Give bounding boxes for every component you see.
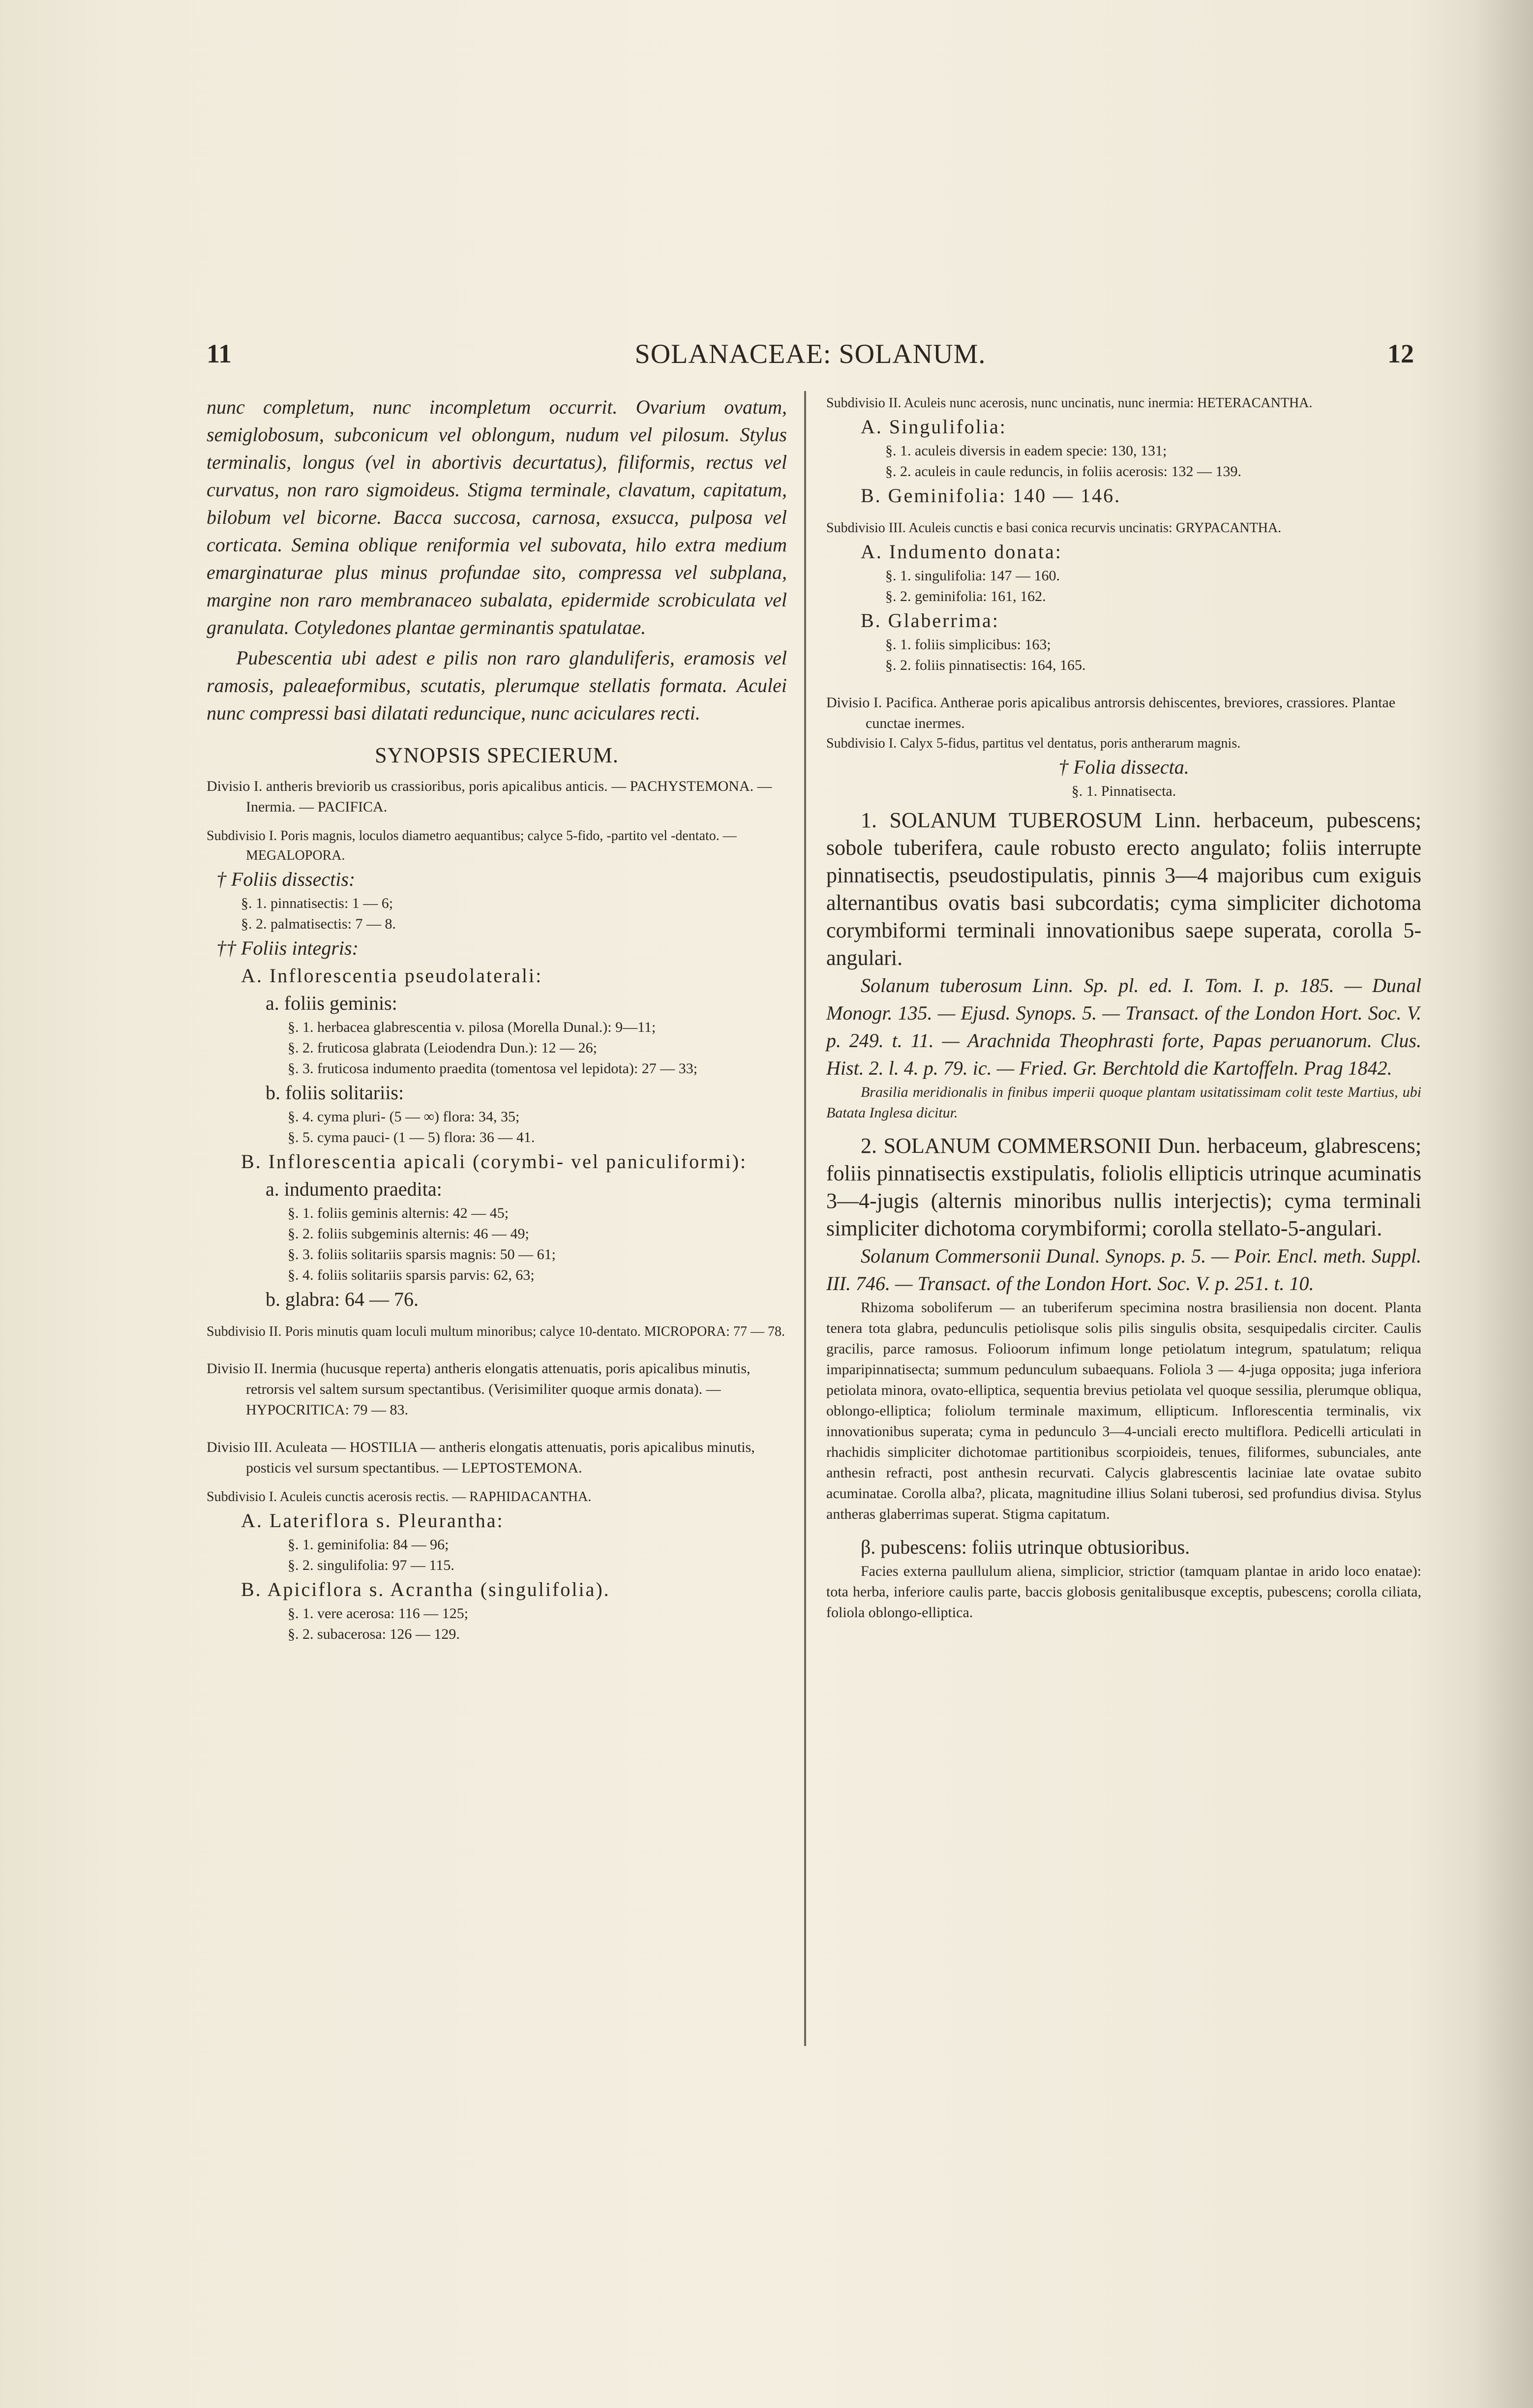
running-header [207,338,1414,378]
page-number-right: 12 [1387,339,1414,368]
species-1-note: Brasilia meridionalis in finibus imperii quoque plantam usitatissimam colit teste Martius, ubi Batata Inglesa dicitur. [826,1084,1421,1121]
a-2: §. 2. fruticosa glabrata (Leiodendra Dun.): 12 — 26; [288,1040,597,1056]
species-2: 2. SOLANUM COMMERSONII Dun. herbaceum, glabrescens; foliis pinnatisectis exstipulatis, foliolis ellipticis utrinque acuminatis 3—4-jugis (alternis minoribus nullis interjectis); cyma terminali simpliciter dichotoma corymbiformi; corolla stellato-5-angulari. [826,1134,1421,1240]
species-2-references: Solanum Commersonii Dunal. Synops. p. 5. — Poir. Encl. meth. Suppl. III. 746. — Transact. of the London Hort. Soc. V. p. 251. t. 10. [826,1245,1421,1294]
divisio-3-subdivisio-1: Subdivisio I. Aculeis cunctis acerosis rectis. — RAPHIDACANTHA. [207,1489,592,1505]
Ba-3: §. 3. foliis solitariis sparsis magnis: 50 — 61; [288,1246,556,1263]
species-2-description: Rhizoma soboliferum — an tuberiferum specimina nostra brasiliensia non docent. Planta tenera tota glabra, pedunculis petiolisque solis pilis singulis obsita, sesquipedalis circiter. Caulis gracilis, parce ramosus. Folioorum infimum longe petiolatum integrum, spatulatum; reliqua imparipinnatisecta; summum pedunculum subaequans. Foliola 3 — 4-juga opposita; juga inferiora petiolata minora, ovato-elliptica, sequentia brevius petiolata vel quoque sessilia, plerumque obliqua, oblongo-elliptica; foliolum terminale maximum, ellipticum. Inflorescentia terminalis, vix innovationibus superata; cyma in pedunculo 3—4-unciali erecto multiflora. Pedicelli articulati in rhachidis simpliciter dichotomae partitionibus scorpioideis, tenues, filiformes, subunciales, ante anthesin refracti, post anthesin recurvati. Calycis glabrescentis laciniae late ovatae subito acuminatae. Corolla alba?, plicata, magnitudine illius Solani tuberosi, sed profundius divisa. Stylus antheras glaberrimas superat. Stigma capitatum. [826,1299,1421,1522]
b-5: §. 5. cyma pauci- (1 — 5) flora: 36 — 41. [288,1129,535,1145]
left-column [207,393,787,1645]
indu-1: §. 1. singulifolia: 147 — 160. [885,568,1060,584]
group-A: A. Inflorescentia pseudolaterali: [241,964,543,987]
b-4: §. 4. cyma pluri- (5 — ∞) flora: 34, 35; [288,1109,520,1125]
species-1-references: Solanum tuberosum Linn. Sp. pl. ed. I. Tom. I. p. 185. — Dunal Monogr. 135. — Ejusd. Synops. 5. — Transact. of the London Hort. Soc. V. p. 249. t. 11. — Arachnida Theophrasti forte, Papas peruanorum. Clus. Hist. 2. l. 4. p. 79. ic. — Fried. Gr. Berchtold die Kartoffeln. Prag 1842. [826,974,1421,1079]
a-1: §. 1. herbacea glabrescentia v. pilosa (Morella Dunal.): 9—11; [288,1019,656,1035]
Ba-1: §. 1. foliis geminis alternis: 42 — 45; [288,1205,509,1221]
subdivisio-1: Subdivisio I. Poris magnis, loculos diametro aequantibus; calyce 5-fido, -partito vel -dentato. — MEGALOPORA. [207,828,737,863]
glab-2: §. 2. foliis pinnatisectis: 164, 165. [885,657,1086,673]
group-a: a. foliis geminis: [266,992,397,1014]
divisio-2: Divisio II. Inermia (hucusque reperta) antheris elongatis attenuatis, poris apicalibus minutis, retrorsis vel saltem sursum spectantibus. (Verisimiliter quoque armis donata). — HYPOCRITICA: 79 — 83. [207,1360,751,1418]
geminifolia: B. Geminifolia: 140 — 146. [861,484,1121,507]
indumento: A. Indumento donata: [861,541,1062,563]
pubescentia-paragraph: Pubescentia ubi adest e pilis non raro glanduliferis, eramosis vel ramosis, paleaeformibus, scutatis, plerumque stellatis formata. Aculei nunc compressi basi dilatati reduncique, nunc aciculares recti. [207,647,787,724]
folia-dissecta: † Foliis dissectis: [216,868,356,890]
subdivisio-2: Subdivisio II. Poris minutis quam loculi multum minoribus; calyce 10-dentato. MICROPORA: 77 — 78. [207,1324,785,1339]
page-edge-shadow [1474,0,1533,2408]
synopsis-title: SYNOPSIS SPECIERUM. [375,743,619,767]
lateriflora: A. Lateriflora s. Pleurantha: [241,1509,504,1532]
divisio-3: Divisio III. Aculeata — HOSTILIA — antheris elongatis attenuatis, poris apicalibus minutis, posticis vel sursum spectantibus. — LEPTOSTEMONA. [207,1439,755,1476]
folia-integra: †† Foliis integris: [216,937,359,959]
variety-beta-description: Facies externa paullulum aliena, simplicior, strictior (tamquam plantae in arido loco enatae): tota herba, inferiore caulis parte, baccis globosis genitalibusque exceptis, pubescens; corolla ciliata, foliola oblongo-elliptica. [826,1563,1421,1621]
api-1: §. 1. vere acerosa: 116 — 125; [288,1605,469,1622]
api-2: §. 2. subacerosa: 126 — 129. [288,1626,460,1642]
subdivisio-2-heteracantha: Subdivisio II. Aculeis nunc acerosis, nunc uncinatis, nunc inermia: HETERACANTHA. [826,395,1313,411]
fd-2: §. 2. palmatisectis: 7 — 8. [241,916,396,932]
group-B: B. Inflorescentia apicali (corymbi- vel paniculiformi): [241,1150,748,1173]
page-number-left: 11 [207,339,232,368]
divisio-I-pacifica: Divisio I. Pacifica. Antherae poris apicalibus antrorsis dehiscentes, breviores, crassiores. Plantae cunctae inermes. [826,694,1396,731]
species-1: 1. SOLANUM TUBEROSUM Linn. herbaceum, pubescens; sobole tuberifera, caule robusto erecto angulato; foliis interrupte pinnatisectis, pseudostipulatis, pinnis 3—4 majoribus cum exiguis alternantibus ovatis basi subcordatis; cyma simpliciter dichotoma corymbiformi terminali innovationibus saepe superata, corolla 5-angulari. [826,808,1421,970]
group-Ba: a. indumento praedita: [266,1178,442,1200]
folia-dissecta-right: † Folia dissecta. [1058,756,1189,778]
group-b: b. foliis solitariis: [266,1082,404,1104]
pinnatisecta: §. 1. Pinnatisecta. [1071,783,1176,799]
column-divider [804,391,806,2046]
subdivisio-I-calyx: Subdivisio I. Calyx 5-fidus, partitus vel dentatus, poris antherarum magnis. [826,736,1241,751]
Ba-2: §. 2. foliis subgeminis alternis: 46 — 49; [288,1226,529,1242]
Ba-4: §. 4. foliis solitariis sparsis parvis: 62, 63; [288,1267,535,1283]
fd-1: §. 1. pinnatisectis: 1 — 6; [241,895,393,911]
glab-1: §. 1. foliis simplicibus: 163; [885,636,1051,653]
sing-1: §. 1. aculeis diversis in eadem specie: 130, 131; [885,443,1167,459]
a-3: §. 3. fruticosa indumento praedita (tomentosa vel lepidota): 27 — 33; [288,1060,698,1077]
indu-2: §. 2. geminifolia: 161, 162. [885,588,1046,604]
divisio-1: Divisio I. antheris breviorib us crassioribus, poris apicalibus anticis. — PACHYSTEMONA. — Inermia. — PACIFICA. [207,778,772,815]
glaberrima: B. Glaberrima: [861,609,999,632]
intro-paragraph: nunc completum, nunc incompletum occurrit. Ovarium ovatum, semiglobosum, subconicum vel oblongum, nudum vel pilosum. Stylus terminalis, longus (vel in abortivis decurtatus), filiformis, rectus vel curvatus, non raro sigmoideus. Stigma terminale, clavatum, capitatum, bilobum vel bicorne. Bacca succosa, carnosa, exsucca, pulposa vel corticata. Semina oblique reniformia vel subovata, hilo extra medium emarginaturae plus minus profundae sito, compressa vel subplana, margine non raro membranaceo subalata, epidermide scrobiculata vel granulata. Cotyledones plantae germinantis spatulatae. [207,396,787,638]
lat-1: §. 1. geminifolia: 84 — 96; [288,1536,449,1553]
lat-2: §. 2. singulifolia: 97 — 115. [288,1557,454,1573]
sing-2: §. 2. aculeis in caule reduncis, in foliis acerosis: 132 — 139. [885,463,1241,480]
apiciflora: B. Apiciflora s. Acrantha (singulifolia). [241,1578,610,1600]
group-Bb: b. glabra: 64 — 76. [266,1288,419,1310]
right-column [826,393,1421,1623]
running-title: SOLANACEAE: SOLANUM. [634,339,986,369]
subdivisio-3-grypacantha: Subdivisio III. Aculeis cunctis e basi conica recurvis uncinatis: GRYPACANTHA. [826,520,1282,536]
singulifolia: A. Singulifolia: [861,416,1007,438]
variety-beta: β. pubescens: foliis utrinque obtusioribus. [861,1536,1190,1558]
